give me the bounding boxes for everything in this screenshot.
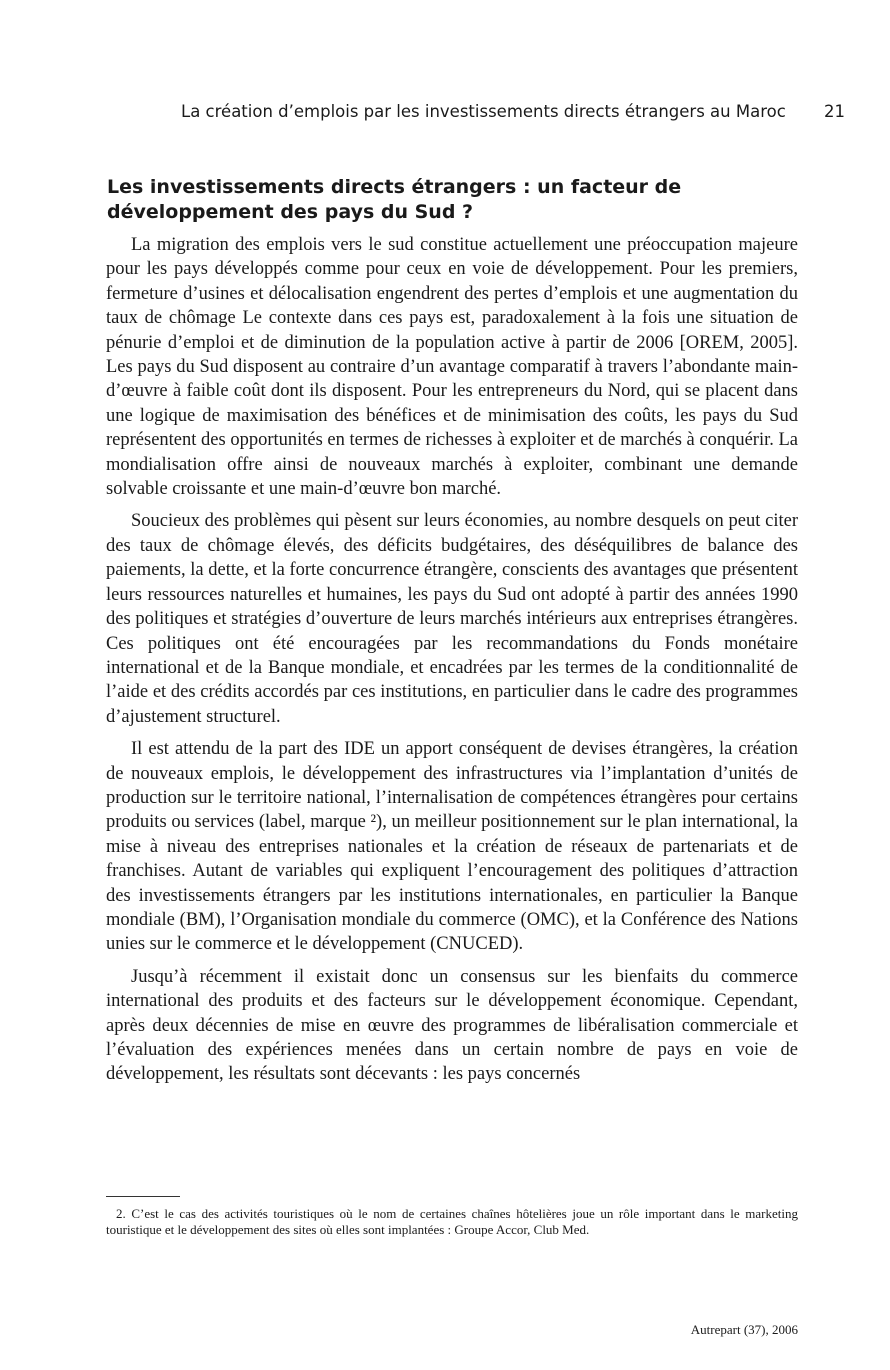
paragraph: Jusqu’à récemment il existait donc un consensus sur les bienfaits du commerce international des produits et des facteurs sur le développement économique. Cependant, après deux décennies de mise en œuvre des programmes de libéralisation commerciale et l’évaluation des expériences menées dans un certain nombre de pays en voie de développement, les résultats sont décevants : les pays concernés (106, 966, 798, 1085)
running-footer: Autrepart (37), 2006 (690, 1322, 798, 1337)
section-heading: Les investissements directs étrangers : un facteur de développement des pays du Sud ? (107, 176, 682, 223)
paragraph: Il est attendu de la part des IDE un apport conséquent de devises étrangères, la création de nouveaux emplois, le développement des infrastructures via l’implantation d’unités de production sur le territoire national, l’internalisation de compétences étrangères pour certains produits ou services (label, marque ²), un meilleur positionnement sur le plan international, la mise à niveau des entreprises nationales et la création de réseaux de partenariats et de franchises. Autant de variables qui expliquent l’encouragement des politiques d’attraction des investissements étrangers par les institutions internationales, en particulier la Banque mondiale (BM), l’Organisation mondiale du commerce (OMC), et la Conférence des Nations unies sur le commerce et le développement (CNUCED). (106, 739, 798, 955)
footnote: 2. C’est le cas des activités touristiques où le nom de certaines chaînes hôtelières joue un rôle important dans le marketing touristique et le développement des sites où elles sont implantées : Groupe Accor, Club Med. (106, 1206, 798, 1237)
footnote-divider (106, 1196, 180, 1197)
body-text (106, 233, 798, 1095)
running-title: La création d’emplois par les investissements directs étrangers au Maroc (181, 102, 786, 121)
paragraph: La migration des emplois vers le sud constitue actuellement une préoccupation majeure pour les pays développés comme pour ceux en voie de développement. Pour les premiers, fermeture d’usines et délocalisation engendrent des pertes d’emplois et une augmentation du taux de chômage Le contexte dans ces pays est, paradoxalement à la fois une situation de pénurie d’emploi et de diminution de la population active à partir de 2006 [OREM, 2005]. Les pays du Sud disposent au contraire d’un avantage comparatif à travers l’abondante main-d’œuvre à faible coût dont ils disposent. Pour les entrepreneurs du Nord, qui se placent dans une logique de maximisation des bénéfices et de minimisation des coûts, les pays du Sud représentent des opportunités en termes de richesses à exploiter et de marchés à conquérir. La mondialisation offre ainsi de nouveaux marchés à exploiter, combinant une demande solvable croissante et une main-d’œuvre bon marché. (106, 235, 798, 500)
page-number: 21 (824, 102, 845, 121)
paragraph: Soucieux des problèmes qui pèsent sur leurs économies, au nombre desquels on peut citer des taux de chômage élevés, des déficits budgétaires, des déséquilibres de balance des paiements, la dette, et la forte concurrence étrangère, conscients des avantages que présentent leurs ressources naturelles et humaines, les pays du Sud ont adopté à partir des années 1990 des politiques et stratégies d’ouverture de leurs marchés intérieurs aux entreprises étrangères. Ces politiques ont été encouragées par les recommandations du Fonds monétaire international et de la Banque mondiale, et encadrées par les termes de la conditionnalité de l’aide et des crédits accordés par ces institutions, en particulier dans le cadre des programmes d’ajustement structurel. (106, 511, 798, 727)
